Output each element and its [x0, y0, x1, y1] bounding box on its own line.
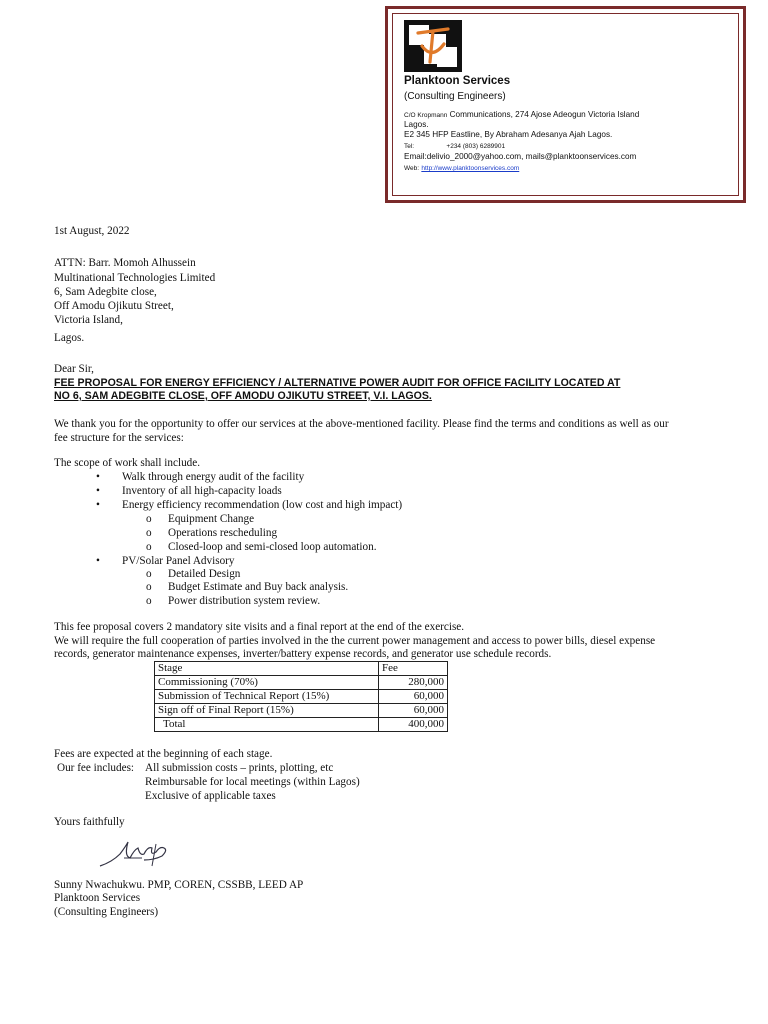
table-header-fee: Fee	[379, 662, 448, 676]
scope-sub-text: Detailed Design	[168, 568, 241, 580]
scope-sub-text: Budget Estimate and Buy back analysis.	[168, 581, 349, 593]
letterhead-address-1	[404, 110, 639, 122]
scope-sub-item	[146, 541, 377, 555]
bullet-icon: •	[96, 471, 100, 483]
tel-value: +234 (803) 6289901	[446, 143, 506, 150]
table-total-row	[155, 718, 448, 732]
recipient-company: Multinational Technologies Limited	[54, 272, 216, 284]
sub-bullet-icon: o	[146, 568, 152, 580]
recipient-line1: 6, Sam Adegbite close,	[54, 286, 157, 298]
scope-bullet-text: PV/Solar Panel Advisory	[122, 555, 235, 567]
fee-includes-label: Our fee includes:	[57, 762, 135, 774]
letterhead-address-2: Lagos.	[404, 120, 429, 129]
scope-bullet-text: Energy efficiency recommendation (low cost and high impact)	[122, 499, 403, 511]
fees-expected: Fees are expected at the beginning of each stage.	[54, 748, 273, 760]
letterhead-address-3: E2 345 HFP Eastline, By Abraham Adesanya Ajah Lagos.	[404, 130, 613, 139]
total-label-cell: Total	[155, 718, 379, 732]
scope-bullet-1	[96, 471, 304, 485]
signer-name: Sunny Nwachukwu. PMP, COREN, CSSBB, LEED AP	[54, 879, 304, 891]
sub-bullet-icon: o	[146, 527, 152, 539]
signer-company: Planktoon Services	[54, 892, 141, 904]
salutation: Dear Sir,	[54, 363, 94, 375]
intro-line1: We thank you for the opportunity to offer our services at the above-mentioned facility. Please find the terms and conditions as well as our	[54, 418, 669, 430]
scope-sub-item	[146, 595, 320, 609]
sub-bullet-icon: o	[146, 541, 152, 553]
fee-includes-item: Exclusive of applicable taxes	[145, 790, 276, 802]
recipient-line4: Lagos.	[54, 332, 85, 344]
bullet-icon: •	[96, 485, 100, 497]
closing: Yours faithfully	[54, 816, 125, 828]
sub-bullet-icon: o	[146, 595, 152, 607]
recipient-line3: Victoria Island,	[54, 314, 123, 326]
planktoon-logo-icon	[404, 20, 462, 72]
proposal-line2: We will require the full cooperation of parties involved in the the current power management and access to power bills, diesel expense	[54, 635, 656, 647]
letterhead-company: Planktoon Services	[404, 75, 511, 87]
letterhead-email: Email:delivio_2000@yahoo.com, mails@planktoonservices.com	[404, 152, 637, 161]
intro-line2: fee structure for the services:	[54, 432, 184, 444]
table-header-row	[155, 662, 448, 676]
bullet-icon: •	[96, 555, 100, 567]
fee-table	[154, 661, 448, 732]
signature-icon	[98, 836, 178, 872]
fee-cell: 280,000	[379, 676, 448, 690]
signer-subtitle: (Consulting Engineers)	[54, 906, 159, 918]
scope-sub-item	[146, 513, 254, 527]
scope-sub-item	[146, 527, 277, 541]
letterhead-tel	[404, 141, 505, 153]
sub-bullet-icon: o	[146, 513, 152, 525]
scope-intro: The scope of work shall include.	[54, 457, 201, 469]
fee-includes-item: All submission costs – prints, plotting, etc	[145, 762, 334, 774]
recipient-line2: Off Amodu Ojikutu Street,	[54, 300, 174, 312]
stage-cell: Sign off of Final Report (15%)	[155, 704, 379, 718]
fee-cell: 60,000	[379, 690, 448, 704]
scope-sub-text: Power distribution system review.	[168, 595, 321, 607]
table-row	[155, 690, 448, 704]
letterhead-web	[404, 163, 519, 175]
bullet-icon: •	[96, 499, 100, 511]
stage-cell: Submission of Technical Report (15%)	[155, 690, 379, 704]
scope-sub-item	[146, 568, 240, 582]
tel-label: Tel:	[404, 143, 415, 150]
scope-bullet-text: Walk through energy audit of the facility	[122, 471, 305, 483]
table-row	[155, 676, 448, 690]
table-row	[155, 704, 448, 718]
recipient-attn: ATTN: Barr. Momoh Alhussein	[54, 257, 196, 269]
letterhead-subtitle: (Consulting Engineers)	[404, 91, 506, 102]
web-label: Web:	[404, 165, 420, 172]
scope-bullet-4	[96, 555, 235, 569]
scope-sub-item	[146, 581, 348, 595]
stage-cell: Commissioning (70%)	[155, 676, 379, 690]
scope-bullet-3	[96, 499, 402, 513]
table-header-stage: Stage	[155, 662, 379, 676]
total-fee-cell: 400,000	[379, 718, 448, 732]
scope-bullet-text: Inventory of all high-capacity loads	[122, 485, 282, 497]
sub-bullet-icon: o	[146, 581, 152, 593]
address-prefix: C/O Kropmann	[404, 112, 448, 119]
scope-sub-text: Closed-loop and semi-closed loop automation.	[168, 541, 377, 553]
heading-line2: NO 6, SAM ADEGBITE CLOSE, OFF AMODU OJIKUTU STREET, V.I. LAGOS.	[54, 390, 432, 402]
scope-sub-text: Equipment Change	[168, 513, 255, 525]
fee-cell: 60,000	[379, 704, 448, 718]
scope-bullet-2	[96, 485, 282, 499]
scope-sub-text: Operations rescheduling	[168, 527, 278, 539]
letter-date: 1st August, 2022	[54, 225, 130, 237]
proposal-line3: records, generator maintenance expenses, inverter/battery expense records, and generator use schedule records.	[54, 648, 552, 660]
address-line1: Communications, 274 Ajose Adeogun Victoria Island	[449, 110, 640, 119]
heading-line1: FEE PROPOSAL FOR ENERGY EFFICIENCY / ALTERNATIVE POWER AUDIT FOR OFFICE FACILITY LOCATED AT	[54, 377, 621, 389]
proposal-line1: This fee proposal covers 2 mandatory site visits and a final report at the end of the exercise.	[54, 621, 465, 633]
fee-includes-item: Reimbursable for local meetings (within Lagos)	[145, 776, 360, 788]
website-link[interactable]: http://www.planktoonservices.com	[421, 165, 520, 172]
